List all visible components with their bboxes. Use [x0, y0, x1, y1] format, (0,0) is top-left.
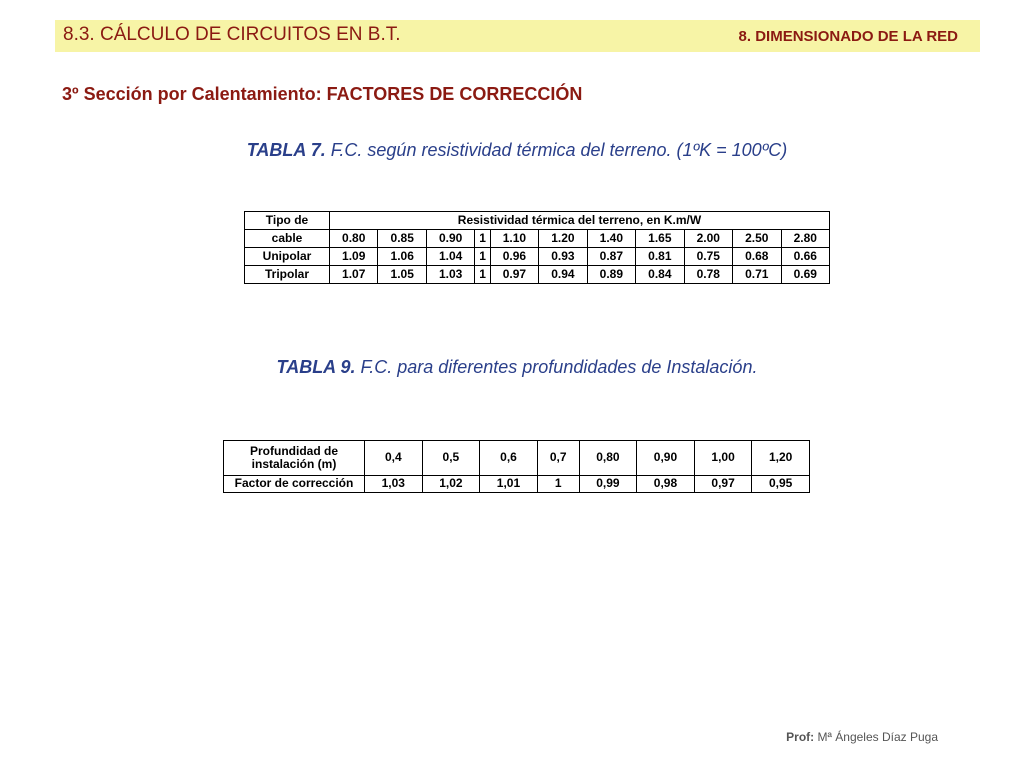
- table9-depth: 0,5: [422, 441, 480, 476]
- table7-cell: 0.87: [587, 248, 635, 266]
- header-title: 8.3. CÁLCULO DE CIRCUITOS EN B.T.: [63, 24, 401, 45]
- table7-col-header: 0.90: [426, 230, 474, 248]
- table7-group-header: Resistividad térmica del terreno, en K.m/W: [330, 212, 830, 230]
- table7-caption: [0, 140, 1024, 161]
- table7-cell: 1.04: [426, 248, 474, 266]
- table9-depth: 1,20: [752, 441, 810, 476]
- table7-cell: 1.06: [378, 248, 426, 266]
- table7-cell: 0.84: [636, 266, 684, 284]
- table9-depth: 0,7: [537, 441, 579, 476]
- table9-depth: 0,90: [637, 441, 695, 476]
- table7-cell: 0.96: [490, 248, 538, 266]
- table7-row-header: [245, 212, 330, 230]
- table9-factor: 0,95: [752, 476, 810, 493]
- table9-factor: 1,01: [480, 476, 538, 493]
- table7-col-header: 0.85: [378, 230, 426, 248]
- footer-author: [786, 730, 938, 744]
- table9-depth: 1,00: [694, 441, 752, 476]
- table7-col-header: 1.10: [490, 230, 538, 248]
- table7-cell: 0.78: [684, 266, 732, 284]
- table7-col-header: 1.20: [539, 230, 587, 248]
- table9-caption-text: F.C. para diferentes profundidades de Instalación.: [355, 357, 758, 377]
- table-row: [224, 476, 810, 493]
- table7-cell: 1.09: [330, 248, 378, 266]
- table7-row-header-line1: Tipo de: [265, 212, 309, 227]
- table9-depth: 0,80: [579, 441, 637, 476]
- table7-col-header: 1.40: [587, 230, 635, 248]
- table7-cell: 0.93: [539, 248, 587, 266]
- table7-caption-text: F.C. según resistividad térmica del terreno. (1ºK = 100ºC): [325, 140, 788, 160]
- table7-col-header: 2.80: [781, 230, 830, 248]
- table9-factor-label: Factor de corrección: [224, 476, 365, 493]
- table7-cell: 1: [475, 248, 490, 266]
- table7-col-header: 0.80: [330, 230, 378, 248]
- table9-depth-label-line2: instalación (m): [251, 457, 337, 471]
- table-row: [245, 266, 830, 284]
- subtitle: 3º Sección por Calentamiento: FACTORES DE CORRECCIÓN: [62, 84, 583, 104]
- table7-cell: 1.05: [378, 266, 426, 284]
- header-bar: [55, 20, 980, 52]
- table9-factor: 0,99: [579, 476, 637, 493]
- table7-cell: 0.97: [490, 266, 538, 284]
- table7-row-label: Tripolar: [245, 266, 330, 284]
- table9-factor: 1,02: [422, 476, 480, 493]
- table9-factor: 1: [537, 476, 579, 493]
- table7-col-header: 1.65: [636, 230, 684, 248]
- table7-col-header: 2.00: [684, 230, 732, 248]
- table7-col-header: 1: [475, 230, 490, 248]
- table9-factor: 0,97: [694, 476, 752, 493]
- table9-depth: 0,6: [480, 441, 538, 476]
- table9-depth-label: [224, 441, 365, 476]
- table7-cell: 0.71: [733, 266, 781, 284]
- table7: [244, 211, 830, 284]
- table7-cell: 0.81: [636, 248, 684, 266]
- table9-caption: [0, 357, 1024, 378]
- footer-label: Prof:: [786, 730, 815, 744]
- table-row: [245, 248, 830, 266]
- table7-cell: 0.69: [781, 266, 830, 284]
- table9: [223, 440, 810, 493]
- table9-caption-label: TABLA 9.: [276, 357, 356, 377]
- header-section: 8. DIMENSIONADO DE LA RED: [738, 28, 958, 45]
- table7-cell: 0.94: [539, 266, 587, 284]
- table9-depth-label-line1: Profundidad de: [250, 443, 338, 458]
- table7-cell: 0.66: [781, 248, 830, 266]
- table7-cell: 1.03: [426, 266, 474, 284]
- table7-caption-label: TABLA 7.: [246, 140, 326, 160]
- table7-cell: 0.68: [733, 248, 781, 266]
- table9-factor: 1,03: [365, 476, 423, 493]
- table7-cell: 1: [475, 266, 490, 284]
- table7-row-label: Unipolar: [245, 248, 330, 266]
- table7-cell: 1.07: [330, 266, 378, 284]
- table7-cell: 0.75: [684, 248, 732, 266]
- table-row: [224, 441, 810, 476]
- table9-factor: 0,98: [637, 476, 695, 493]
- table7-column-row: [245, 230, 830, 248]
- table7-cell: 0.89: [587, 266, 635, 284]
- table9-depth: 0,4: [365, 441, 423, 476]
- footer-name: Mª Ángeles Díaz Puga: [814, 730, 938, 744]
- table7-col-header: 2.50: [733, 230, 781, 248]
- table7-row-header-line2: cable: [245, 230, 330, 248]
